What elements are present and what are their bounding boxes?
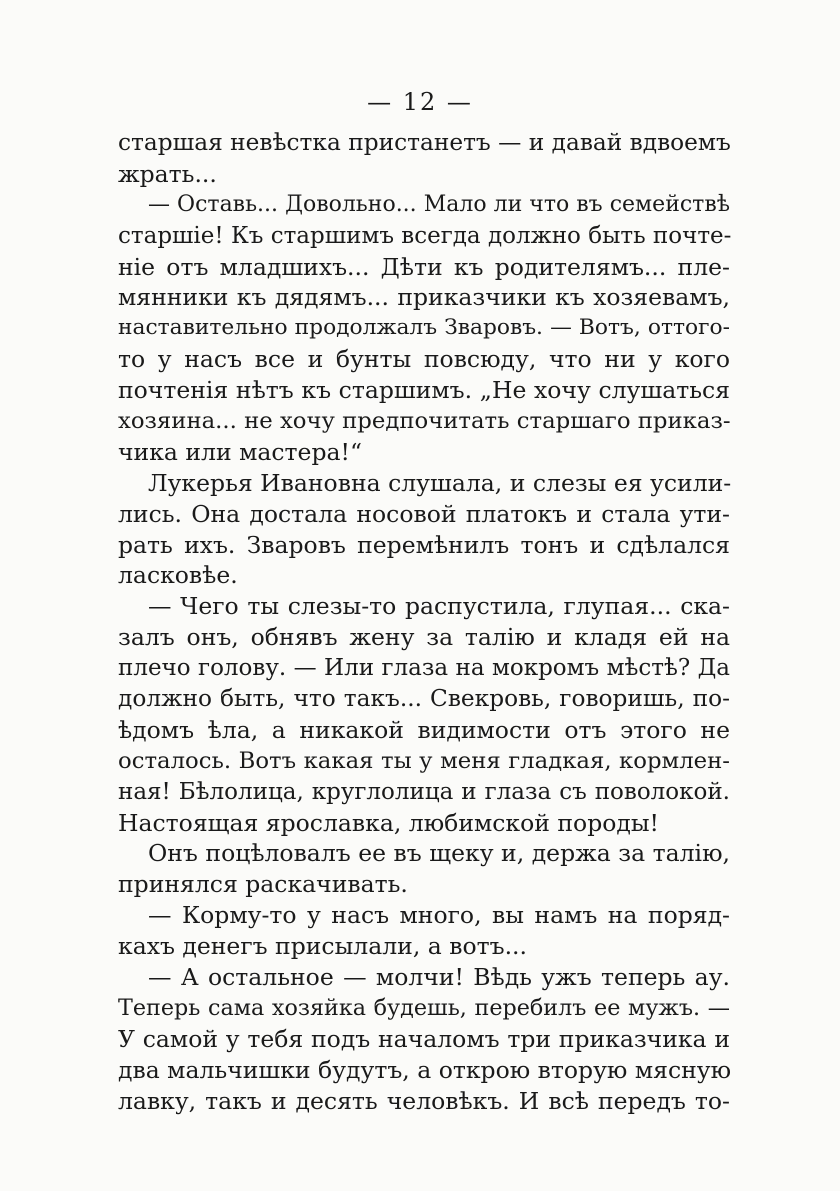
text-line: У самой у тебя подъ началомъ три приказчика и [118,1024,730,1053]
text-line: ласковѣе. [118,561,238,590]
text-line: жрать... [118,159,217,188]
text-line: — Оставь... Довольно... Мало ли что въ семействѣ [148,191,730,217]
text-line: лавку, такъ и десять человѣкъ. И всѣ передъ то- [118,1086,730,1115]
text-line: должно быть, что такъ... Свекровь, говоришь, по- [118,685,730,713]
page-number: — 12 — [367,88,473,116]
text-line: залъ онъ, обнявъ жену за талію и кладя ей на [118,623,730,652]
text-line: то у насъ все и бунты повсюду, что ни у кого [118,345,730,374]
text-line: ніе отъ младшихъ... Дѣти къ родителямъ... пле- [118,252,730,281]
text-line: плечо голову. — Или глаза на мокромъ мѣстѣ? Да [118,655,730,682]
text-line: рать ихъ. Зваровъ перемѣнилъ тонъ и сдѣлался [118,530,730,559]
text-line: принялся раскачивать. [118,870,408,899]
text-line: ѣдомъ ѣла, а никакой видимости отъ этого не [118,715,730,744]
text-line: — Чего ты слезы-то распустила, глупая... ска- [148,592,730,621]
text-line: осталось. Вотъ какая ты у меня гладкая, кормлен- [118,747,730,774]
text-line: — Корму-то у насъ много, вы намъ на поряд- [148,901,730,930]
body-text [118,128,730,1117]
text-line: наставительно продолжалъ Зваровъ. — Вотъ, оттого- [118,315,730,341]
text-line: Теперь сама хозяйка будешь, перебилъ ее мужъ. — [118,994,730,1021]
text-line: — А остальное — молчи! Вѣдь ужъ теперь ау. [148,963,730,992]
text-line: мянники къ дядямъ... приказчики къ хозяевамъ, [118,283,730,312]
text-line: два мальчишки будутъ, а открою вторую мясную [118,1055,732,1084]
text-line: кахъ денегъ присылали, а вотъ... [118,932,527,961]
text-line: ная! Бѣлолица, круглолица и глаза съ поволокой. [118,778,730,805]
text-line: чика или мастера!“ [118,437,362,466]
text-line: хозяина... не хочу предпочитать старшаго приказ- [118,408,731,435]
text-line: Настоящая ярославка, любимской породы! [118,808,660,837]
text-line: старшая невѣстка пристанетъ — и давай вдвоемъ [118,129,731,156]
text-line: Лукерья Ивановна слушала, и слезы ея усили- [148,468,732,497]
text-line: Онъ поцѣловалъ ее въ щеку и, держа за талію, [148,839,730,868]
text-line: почтенія нѣтъ къ старшимъ. „Не хочу слушаться [118,376,730,405]
text-line: старшіе! Къ старшимъ всегда должно быть почте- [118,222,732,249]
text-line: лись. Она достала носовой платокъ и стала ути- [118,499,730,528]
